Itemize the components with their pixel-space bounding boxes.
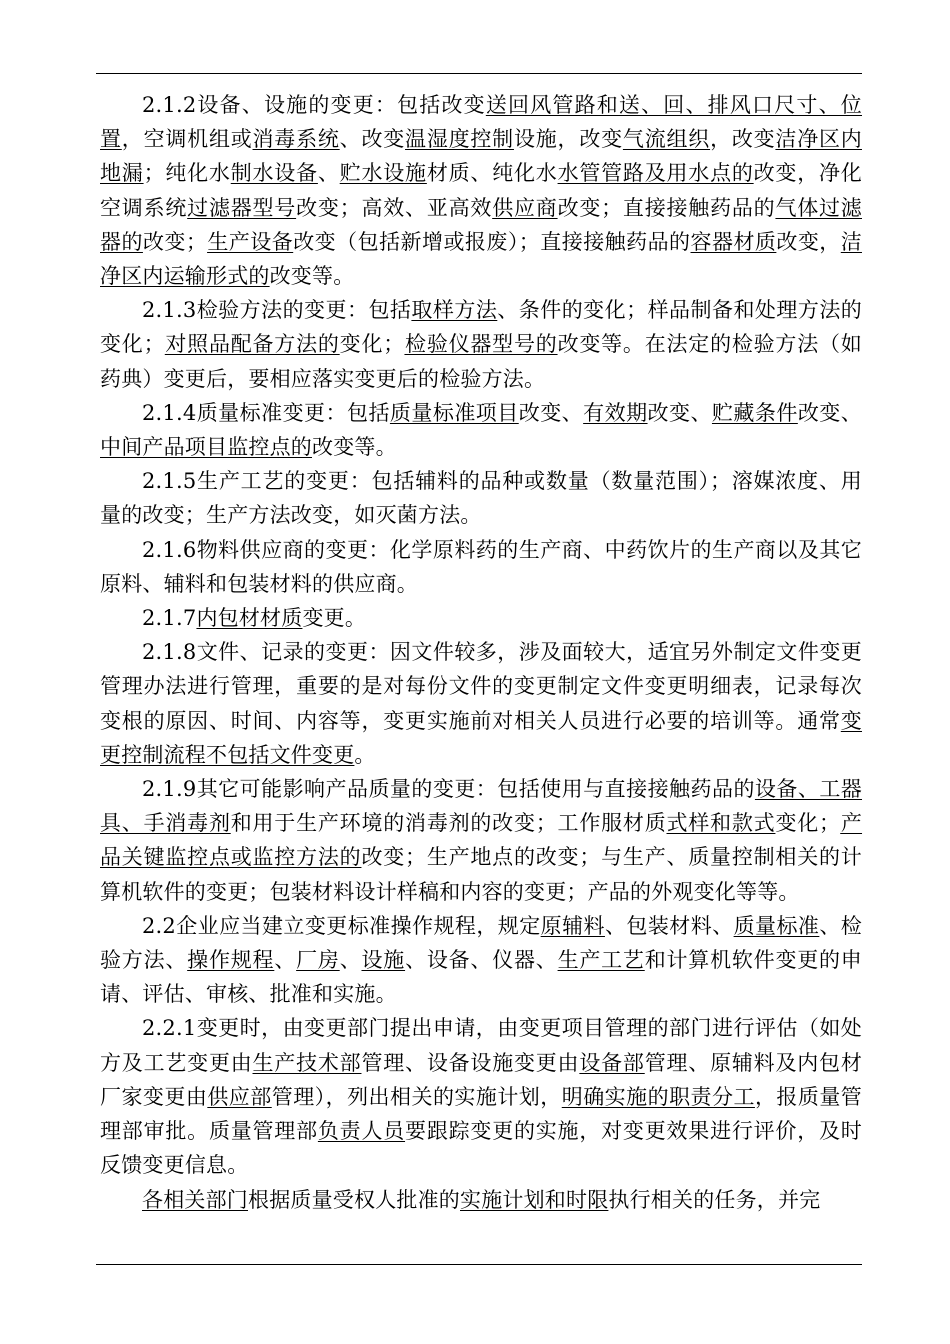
underlined-text: 气体过滤器的 — [100, 195, 862, 254]
underlined-text: 制水设备 — [230, 161, 318, 186]
underlined-text: 式样和款式 — [666, 811, 776, 836]
text-segment: 管理、设备设施变更由 — [361, 1050, 580, 1075]
text-segment: 管理、原辅料及内包材厂家变更由 — [100, 1050, 863, 1109]
text-segment: 改变；高效、亚高效 — [296, 195, 493, 220]
underlined-text: 贮藏条件 — [711, 400, 798, 425]
text-segment: 2.1.8文件、记录的变更：因文件较多，涉及面较大，适宜另外制定文件变更管理办法进行管理，重要的是对每份文件的变更制定文件变更明细表，记录每次变根的原因、时间、内容等，变更实施前对相关人员进行必要的培训等。通常 — [100, 640, 862, 733]
text-segment: ；纯化水 — [143, 161, 231, 186]
underlined-text: 容器材质 — [690, 229, 777, 254]
paragraph-p-last — [100, 1183, 862, 1217]
underlined-text: 中间产品项目监控点的 — [100, 435, 312, 460]
text-segment: 改变等。 — [269, 264, 355, 289]
text-segment: 。 — [354, 742, 376, 767]
paragraph-p-2-2 — [100, 909, 862, 1012]
text-segment: 执行相关的任务，并完 — [608, 1187, 821, 1212]
paragraph-p-2-1-5 — [100, 464, 862, 532]
underlined-text: 洁净区内地漏 — [100, 127, 862, 186]
header-rule — [96, 73, 862, 74]
text-segment: 和计算机软件变更的申请、评估、审核、批准和实施。 — [100, 948, 863, 1007]
text-segment: 2.2企业应当建立变更标准操作规程，规定 — [142, 913, 541, 938]
footer-rule — [96, 1264, 862, 1265]
underlined-text: 内包材材质 — [196, 606, 303, 631]
underlined-text: 对照品配备方法的 — [164, 332, 340, 357]
text-segment: 改变等。在法定的检验方法（如药典）变更后，要相应落实变更后的检验方法。 — [100, 332, 862, 391]
underlined-text: 生产技术部 — [252, 1050, 362, 1075]
text-segment: 、条件的变化；样品制备和处理方法的变化； — [100, 298, 863, 357]
text-segment: 和用于生产环境的消毒剂的改变；工作服材质 — [230, 811, 667, 836]
paragraph-p-2-2-1 — [100, 1011, 862, 1182]
text-segment: 、包装材料、 — [604, 913, 734, 938]
text-segment: 、改变 — [339, 127, 406, 152]
underlined-text: 各相关部门 — [142, 1187, 248, 1212]
text-segment: 、检验方法、 — [100, 913, 862, 973]
text-segment: 2.1.2设备、设施的变更：包括改变 — [142, 93, 486, 117]
underlined-text: 洁净区内运输形式的 — [100, 229, 862, 289]
text-segment: 变化； — [775, 811, 841, 836]
text-segment: 改变； — [142, 229, 208, 254]
paragraph-p-2-1-6 — [100, 533, 862, 601]
text-segment: 变更。 — [302, 606, 367, 631]
text-segment: 、设备、仪器、 — [405, 948, 558, 973]
underlined-text: 操作规程 — [187, 948, 275, 973]
underlined-text: 温湿度控制 — [405, 127, 514, 152]
underlined-text: 检验仪器型号的 — [404, 332, 558, 357]
underlined-text: 设备部 — [579, 1050, 645, 1075]
underlined-text: 质量标准项目 — [389, 400, 519, 425]
text-segment: 2.1.4质量标准变更：包括 — [142, 400, 390, 425]
text-segment: 变化； — [339, 332, 405, 357]
underlined-text: 消毒系统 — [252, 127, 340, 152]
text-segment: 、 — [274, 948, 297, 973]
text-segment: 改变；生产地点的改变；与生产、质量控制相关的计算机软件的变更；包装材料设计样稿和内容的变更；产品的外观变化等等。 — [100, 845, 862, 904]
underlined-text: 生产工艺 — [557, 948, 645, 973]
text-segment: 、 — [317, 161, 340, 186]
text-segment: 2.2.1变更时，由变更部门提出申请，由变更项目管理的部门进行评估（如处方及工艺变更由 — [100, 1016, 862, 1075]
paragraph-p-2-1-9 — [100, 772, 862, 909]
underlined-text: 过滤器型号 — [187, 195, 297, 220]
text-segment: ，空调机组或 — [121, 127, 253, 152]
underlined-text: 产品关键监控点或监控方法的 — [100, 811, 863, 870]
underlined-text: 负责人员 — [317, 1119, 406, 1144]
text-segment: 改变；直接接触药品的 — [557, 195, 776, 220]
underlined-text: 供应商 — [492, 195, 558, 220]
underlined-text: 取样方法 — [411, 298, 498, 323]
underlined-text: 设备、工器具、手消毒剂 — [100, 777, 863, 836]
underlined-text: 气流组织 — [622, 127, 711, 152]
text-segment: 要跟踪变更的实施，对变更效果进行评价，及时反馈变更信息。 — [100, 1119, 863, 1178]
underlined-text: 供应部 — [207, 1084, 272, 1109]
text-segment: 管理），列出相关的实施计划， — [271, 1084, 562, 1109]
underlined-text: 质量标准 — [733, 913, 820, 938]
underlined-text: 水管管路及用水点的 — [557, 161, 754, 186]
text-segment: 2.1.5生产工艺的变更：包括辅料的品种或数量（数量范围）；溶媒浓度、用量的改变；生产方法改变，如灭菌方法。 — [100, 469, 862, 528]
text-segment: 改变等。 — [312, 435, 397, 460]
underlined-text: 原辅料 — [540, 913, 605, 938]
text-segment: 改变、 — [518, 400, 584, 425]
text-segment: ，改变 — [710, 127, 776, 152]
paragraph-p-2-1-2 — [100, 88, 862, 293]
text-segment: 改变， — [776, 229, 841, 254]
text-segment: 、 — [339, 948, 362, 973]
text-segment: 2.1.3检验方法的变更：包括 — [142, 298, 412, 323]
underlined-text: 贮水设施 — [339, 161, 427, 186]
text-segment: 设施，改变 — [513, 127, 623, 152]
text-segment: 改变，净化空调系统 — [100, 161, 862, 220]
text-segment: 2.1.6物料供应商的变更：化学原料药的生产商、中药饮片的生产商以及其它原料、辅料和包装材料的供应商。 — [100, 537, 862, 596]
text-segment: 改变、 — [647, 400, 712, 425]
paragraph-p-2-1-7 — [100, 601, 862, 635]
text-segment: 改变、 — [797, 400, 862, 425]
paragraph-p-2-1-8 — [100, 635, 862, 772]
text-segment: 2.1.9其它可能影响产品质量的变更：包括使用与直接接触药品的 — [142, 777, 755, 802]
paragraph-p-2-1-4 — [100, 396, 862, 464]
underlined-text: 生产设备 — [207, 229, 294, 254]
text-segment: 材质、纯化水 — [426, 161, 558, 186]
underlined-text: 有效期 — [583, 400, 648, 425]
text-segment: 改变（包括新增或报废）；直接接触药品的 — [293, 229, 691, 254]
text-segment: 2.1.7 — [142, 606, 197, 631]
underlined-text: 设施 — [361, 948, 406, 973]
document-body — [100, 88, 862, 1217]
underlined-text: 送回风管路和送、回、排风口尺寸、位置 — [100, 93, 862, 152]
text-segment: 根据质量受权人批准的 — [248, 1187, 460, 1212]
paragraph-p-2-1-3 — [100, 293, 862, 396]
underlined-text: 明确实施的职责分工 — [561, 1084, 755, 1109]
underlined-text: 变更控制流程不包括文件变更 — [100, 708, 862, 767]
underlined-text: 厂房 — [296, 948, 340, 973]
text-segment: ，报质量管理部审批。质量管理部 — [100, 1084, 862, 1144]
underlined-text: 实施计划和时限 — [460, 1187, 609, 1212]
